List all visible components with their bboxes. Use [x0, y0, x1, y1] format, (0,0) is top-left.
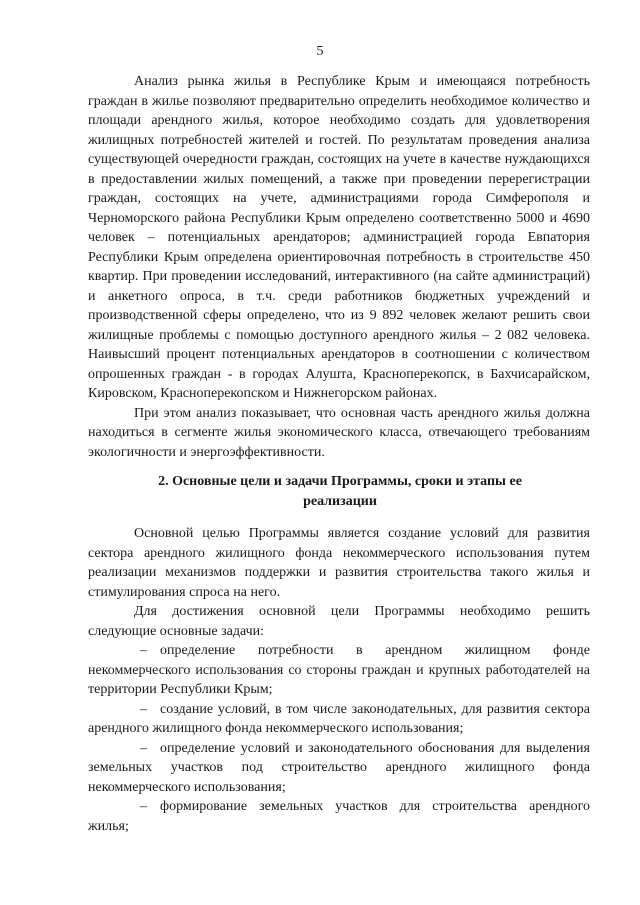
- task-item: [88, 641, 590, 700]
- section-text-block: [88, 524, 590, 836]
- task-item: [88, 797, 590, 836]
- task-text: определение условий и законодательного обоснования для выделения земельных участков под строительство арендного жилищного фонда некоммерческого использования;: [88, 740, 590, 795]
- paragraph-market-analysis: Анализ рынка жилья в Республике Крым и имеющаяся потребность граждан в жилье позволяют предварительно определить необходимое количество и площади арендного жилья, которое необходимо создать для удовлетворения жилищных потребностей жителей и гостей. По результатам проведения анализа существующей очередности граждан, состоящих на учете в качестве нуждающихся в предоставлении жилых помещений, а также при проведении перерегистрации граждан, состоящих на учете, администрациями города Симферополя и Черноморского района Республики Крым определено соответственно 5000 и 4690 человек – потенциальных арендаторов; администрацией города Евпатория Республики Крым определена ориентировочная потребность в строительстве 450 квартир. При проведении исследований, интерактивного (на сайте администраций) и анкетного опроса, в т.ч. среди работников бюджетных учреждений и производственной сферы определено, что из 9 892 человек желают решить свои жилищные проблемы с помощью доступного арендного жилья – 2 082 человека. Наивысший процент потенциальных арендаторов в соотношении с количеством опрошенных граждан - в городах Алушта, Красноперекопск, в Бахчисарайском, Кировском, Красноперекопском и Нижнегорском районах.: [88, 74, 590, 401]
- dash-marker: –: [140, 799, 147, 814]
- dash-marker: –: [140, 740, 147, 756]
- task-item: [88, 700, 590, 739]
- task-text: создание условий, в том числе законодательных, для развития сектора арендного жилищного фонда некоммерческого использования;: [88, 701, 590, 736]
- task-text: формирование земельных участков для строительства арендного жилья;: [88, 799, 590, 834]
- intro-text-block: [88, 72, 590, 462]
- task-item: [88, 739, 590, 798]
- dash-marker: –: [140, 701, 147, 717]
- paragraph-economy-class: При этом анализ показывает, что основная часть арендного жилья должна находиться в сегменте жилья экономического класса, отвечающего требованиям экологичности и энергоэффективности.: [88, 405, 590, 460]
- paragraph-main-goal: Основной целью Программы является создание условий для развития сектора арендного жилищного фонда некоммерческого использования путем реализации механизмов поддержки и развития строительства такого жилья и стимулирования спроса на него.: [88, 526, 590, 600]
- paragraph-tasks-intro: Для достижения основной цели Программы необходимо решить следующие основные задачи:: [88, 604, 590, 639]
- page-number: 5: [316, 44, 324, 59]
- dash-marker: –: [140, 643, 147, 658]
- section-heading: 2. Основные цели и задачи Программы, сроки и этапы ее реализации: [158, 474, 522, 509]
- task-text: определение потребности в арендном жилищном фонде некоммерческого использования со стороны граждан и крупных работодателей на территории Республики Крым;: [88, 643, 590, 697]
